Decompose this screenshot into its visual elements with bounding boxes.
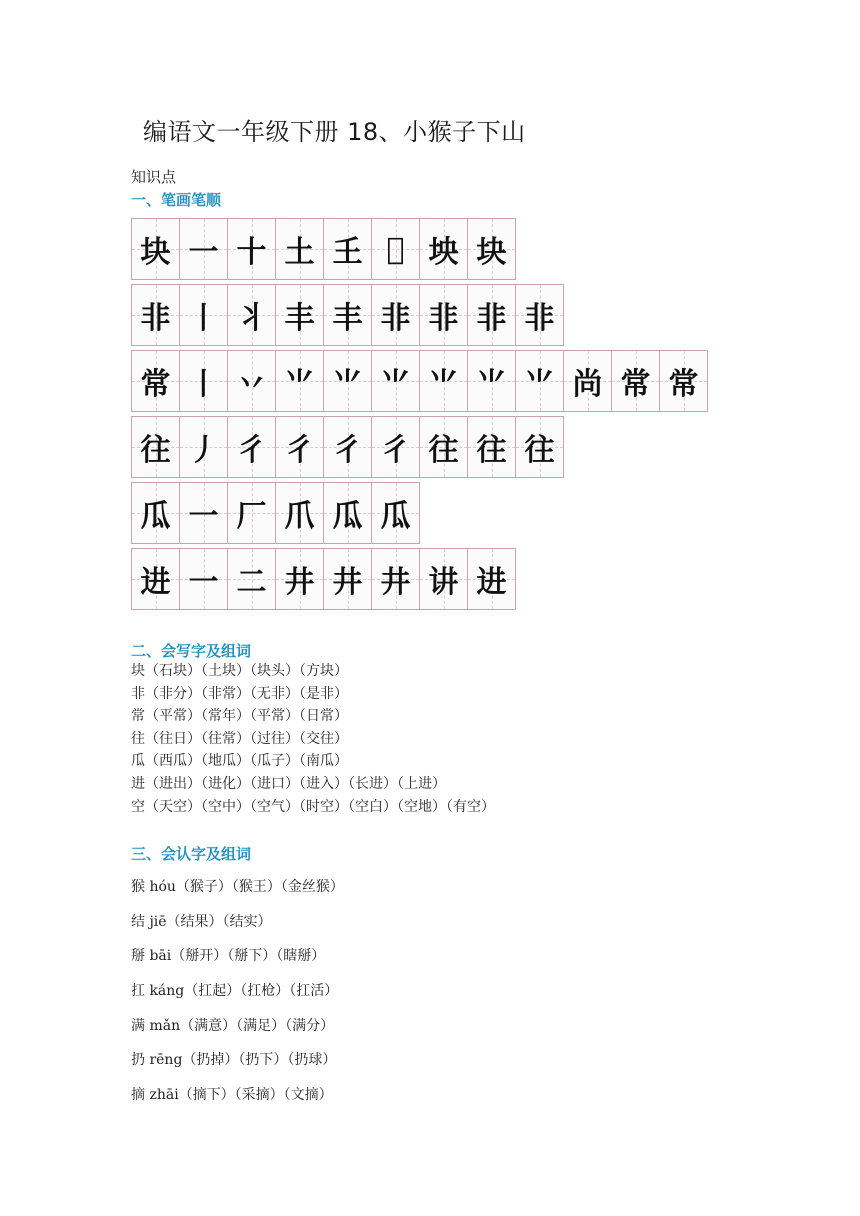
stroke-step-cell <box>275 548 323 610</box>
stroke-step-cell <box>323 482 371 544</box>
stroke-glyph: 丨 <box>188 301 219 336</box>
stroke-glyph: 往 <box>524 433 555 468</box>
stroke-glyph: 丰 <box>332 301 363 336</box>
stroke-step-cell <box>467 416 515 478</box>
stroke-step-cell <box>275 284 323 346</box>
stroke-step-cell <box>467 350 515 412</box>
stroke-step-cell <box>227 416 275 478</box>
recognition-words-list <box>131 876 344 1119</box>
knowledge-label: 知识点 <box>131 168 177 186</box>
stroke-row <box>131 350 731 412</box>
stroke-step-cell <box>419 350 467 412</box>
stroke-character-cell <box>131 218 179 280</box>
stroke-glyph: 瓜 <box>380 499 411 534</box>
list-item: 块（石块）（土块）（块头）（方块） <box>131 663 348 679</box>
stroke-glyph: 丨 <box>188 367 219 402</box>
stroke-glyph: 非 <box>140 301 171 336</box>
stroke-glyph: 厂 <box>236 499 267 534</box>
stroke-glyph: 非 <box>524 301 555 336</box>
stroke-step-cell <box>515 350 563 412</box>
stroke-glyph: 常 <box>140 367 171 402</box>
stroke-step-cell <box>275 416 323 478</box>
stroke-glyph: 𡉀 <box>386 231 405 267</box>
list-item: 结 jiē（结果）（结实） <box>131 913 272 930</box>
stroke-step-cell <box>179 350 227 412</box>
stroke-row <box>131 416 731 478</box>
stroke-glyph: 井 <box>380 565 411 600</box>
stroke-step-cell <box>227 482 275 544</box>
stroke-glyph: 讲 <box>428 565 459 600</box>
stroke-step-cell <box>419 218 467 280</box>
stroke-glyph: 丰 <box>284 301 315 336</box>
stroke-glyph: 彳 <box>332 433 363 468</box>
stroke-glyph: 进 <box>476 565 507 600</box>
stroke-glyph: 彳 <box>236 433 267 468</box>
stroke-glyph: 尚 <box>572 367 603 402</box>
stroke-glyph: 非 <box>428 301 459 336</box>
stroke-step-cell <box>227 218 275 280</box>
stroke-step-cell <box>371 548 419 610</box>
stroke-step-cell <box>275 350 323 412</box>
list-item: 空（天空）（空中）（空气）（时空）（空白）（空地）（有空） <box>131 798 495 815</box>
stroke-step-cell <box>611 350 659 412</box>
stroke-glyph: ⺌ <box>524 367 555 402</box>
stroke-glyph: ⺌ <box>428 367 459 402</box>
list-item: 瓜（西瓜）（地瓜）（瓜子）（南瓜） <box>131 753 348 770</box>
stroke-row <box>131 284 731 346</box>
stroke-step-cell <box>371 350 419 412</box>
stroke-step-cell <box>227 350 275 412</box>
stroke-step-cell <box>179 218 227 280</box>
list-item: 非（非分）（非常）（无非）（是非） <box>131 685 348 702</box>
section-heading-recognition: 三、会认字及组词 <box>131 845 252 863</box>
list-item: 满 mǎn（满意）（满足）（满分） <box>131 1017 335 1034</box>
stroke-glyph: 瓜 <box>332 499 363 534</box>
stroke-glyph: 块 <box>476 235 507 270</box>
stroke-glyph: 进 <box>140 565 171 600</box>
stroke-glyph: ⺌ <box>476 367 507 402</box>
stroke-step-cell <box>371 284 419 346</box>
writing-words-list <box>131 660 495 818</box>
stroke-step-cell <box>371 218 419 280</box>
section-heading-writing: 二、会写字及组词 <box>131 642 252 660</box>
stroke-order-grids <box>131 218 731 614</box>
stroke-character-cell <box>131 284 179 346</box>
stroke-glyph: 一 <box>188 499 219 534</box>
stroke-glyph: 彳 <box>380 433 411 468</box>
stroke-step-cell <box>419 416 467 478</box>
stroke-step-cell <box>419 548 467 610</box>
list-item: 常（平常）（常年）（平常）（日常） <box>131 708 348 725</box>
stroke-step-cell <box>323 218 371 280</box>
stroke-step-cell <box>323 548 371 610</box>
stroke-step-cell <box>467 548 516 610</box>
stroke-glyph: ⺌ <box>380 367 411 402</box>
stroke-step-cell <box>323 416 371 478</box>
stroke-glyph: 十 <box>236 235 267 270</box>
stroke-glyph: 瓜 <box>140 499 171 534</box>
stroke-glyph: 往 <box>428 433 459 468</box>
stroke-glyph: 非 <box>380 301 411 336</box>
stroke-step-cell <box>371 416 419 478</box>
stroke-step-cell <box>275 482 323 544</box>
stroke-character-cell <box>131 350 179 412</box>
list-item: 扔 rēng（扔掉）（扔下）（扔球） <box>131 1052 337 1069</box>
stroke-step-cell <box>179 482 227 544</box>
stroke-glyph: 爪 <box>284 499 315 534</box>
stroke-row <box>131 482 731 544</box>
list-item: 往（往日）（往常）（过往）（交往） <box>131 730 348 747</box>
stroke-step-cell <box>275 218 323 280</box>
stroke-glyph: 非 <box>476 301 507 336</box>
stroke-glyph: 土 <box>284 235 315 270</box>
stroke-row <box>131 218 731 280</box>
stroke-glyph: 块 <box>140 235 171 270</box>
stroke-glyph: 二 <box>236 565 267 600</box>
stroke-glyph: 一 <box>188 235 219 270</box>
stroke-glyph: 丬 <box>236 301 267 336</box>
stroke-glyph: 坱 <box>428 235 459 270</box>
list-item: 进（进出）（进化）（进口）（进入）（长进）（上进） <box>131 775 446 792</box>
stroke-character-cell <box>131 416 179 478</box>
stroke-glyph: 常 <box>668 367 699 402</box>
stroke-glyph: 往 <box>476 433 507 468</box>
stroke-character-cell <box>131 482 179 544</box>
stroke-glyph: 井 <box>284 565 315 600</box>
list-item: 扛 káng（扛起）（扛枪）（扛活） <box>131 983 339 1000</box>
stroke-glyph: ⺌ <box>284 367 315 402</box>
stroke-step-cell <box>659 350 708 412</box>
stroke-glyph: ⺌ <box>332 367 363 402</box>
stroke-glyph: 往 <box>140 433 171 468</box>
stroke-row <box>131 548 731 610</box>
stroke-step-cell <box>515 284 564 346</box>
section-heading-strokes: 一、笔画笔顺 <box>131 191 222 209</box>
stroke-step-cell <box>371 482 420 544</box>
stroke-step-cell <box>467 218 516 280</box>
stroke-step-cell <box>467 284 515 346</box>
stroke-step-cell <box>419 284 467 346</box>
stroke-glyph: 彳 <box>284 433 315 468</box>
stroke-step-cell <box>227 284 275 346</box>
stroke-character-cell <box>131 548 179 610</box>
stroke-step-cell <box>179 284 227 346</box>
list-item: 猴 hóu（猴子）（猴王）（金丝猴） <box>131 879 344 895</box>
stroke-glyph: 井 <box>332 565 363 600</box>
stroke-glyph: 丿 <box>188 433 219 468</box>
stroke-glyph: 一 <box>188 565 219 600</box>
stroke-step-cell <box>323 350 371 412</box>
stroke-step-cell <box>323 284 371 346</box>
stroke-step-cell <box>563 350 611 412</box>
page-title: 编语文一年级下册 18、小猴子下山 <box>143 118 526 146</box>
stroke-step-cell <box>179 416 227 478</box>
stroke-glyph: 丷 <box>236 367 267 402</box>
list-item: 摘 zhāi（摘下）（采摘）（文摘） <box>131 1087 333 1104</box>
stroke-step-cell <box>515 416 564 478</box>
stroke-glyph: 常 <box>620 367 651 402</box>
list-item: 掰 bāi（掰开）（掰下）（瞎掰） <box>131 948 326 965</box>
stroke-step-cell <box>179 548 227 610</box>
stroke-glyph: 𡈼 <box>332 235 363 270</box>
stroke-step-cell <box>227 548 275 610</box>
